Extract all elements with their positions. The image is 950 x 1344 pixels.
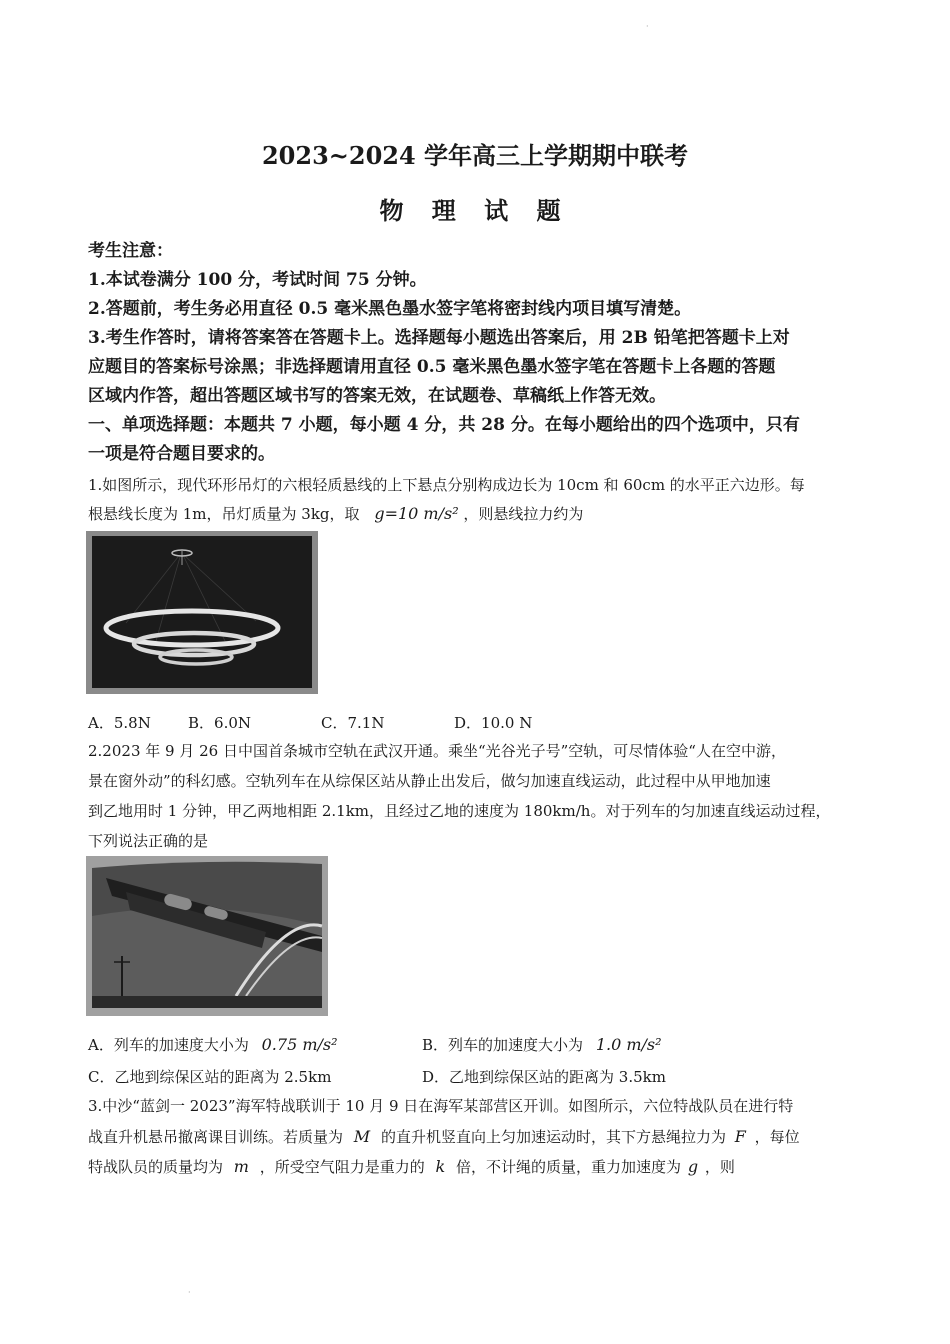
q3-stem-line-2-text-a: 战直升机悬吊撤离课目训练。若质量为	[88, 1128, 344, 1146]
q3-stem-line-2	[88, 1122, 888, 1152]
q2-option-b-text: B．列车的加速度大小为	[422, 1036, 584, 1054]
chandelier-image	[86, 531, 318, 694]
scan-mark-bottom: ·	[188, 1288, 191, 1297]
notice-item-1: 1.本试卷满分 100 分，考试时间 75 分钟。	[88, 270, 427, 290]
q2-option-d[interactable]: D．乙地到综保区站的距离为 3.5km	[422, 1068, 666, 1086]
notice-item-3-line-1: 3.考生作答时，请将答案答在答题卡上。选择题每小题选出答案后，用 2B 铅笔把答题卡上对	[88, 328, 790, 348]
sky-train-image	[86, 856, 328, 1016]
q3-symbol-M: M	[353, 1127, 371, 1146]
q1-stem-line-2	[88, 499, 888, 529]
q3-stem-line-3-text-d: ，则	[704, 1158, 735, 1176]
scan-mark-top: ·	[646, 22, 649, 31]
q2-stem-line-1: 2.2023 年 9 月 26 日中国首条城市空轨在武汉开通。乘坐“光谷光子号”空轨，可尽情体验“人在空中游，	[88, 742, 786, 760]
q1-stem-line-1: 1.如图所示，现代环形吊灯的六根轻质悬线的上下悬点分别构成边长为 10cm 和 60cm 的水平正六边形。每	[88, 476, 805, 494]
q2-option-a-text: A．列车的加速度大小为	[88, 1036, 249, 1054]
notice-item-2: 2.答题前，考生务必用直径 0.5 毫米黑色墨水签字笔将密封线内项目填写清楚。	[88, 299, 692, 319]
notice-heading: 考生注意：	[88, 241, 173, 261]
q1-options	[88, 710, 888, 736]
q2-option-b-value: 1.0 m/s²	[595, 1035, 662, 1054]
q3-stem-line-3-text-b: ，所受空气阻力是重力的	[259, 1158, 425, 1176]
sky-train-photo	[86, 856, 328, 1016]
section-1-heading-line-1: 一、单项选择题：本题共 7 小题，每小题 4 分，共 28 分。在每小题给出的四个选项中，只有	[88, 415, 800, 435]
subject-title: 物 理 试 题	[379, 196, 571, 225]
q3-stem-line-2-text-b: 的直升机竖直向上匀加速运动时，其下方悬绳拉力为	[380, 1128, 726, 1146]
q3-symbol-F: F	[734, 1127, 746, 1146]
q3-symbol-k: k	[435, 1157, 446, 1176]
q2-options-row-1	[88, 1032, 888, 1060]
q3-stem-line-3-text-c: 倍，不计绳的质量，重力加速度为	[456, 1158, 682, 1176]
q1-gravity-formula: g=10 m/s²	[374, 504, 459, 523]
q1-stem-line-2-end: ，则悬线拉力约为	[463, 505, 584, 523]
exam-title: 2023~2024 学年高三上学期期中联考	[261, 141, 689, 170]
q2-options-row-2	[88, 1064, 888, 1090]
q3-stem-line-3-text-a: 特战队员的质量均为	[88, 1158, 224, 1176]
notice-item-3-line-3: 区域内作答，超出答题区域书写的答案无效，在试题卷、草稿纸上作答无效。	[88, 386, 666, 406]
q3-symbol-g: g	[687, 1157, 699, 1176]
q2-stem-line-2: 景在窗外动”的科幻感。空轨列车在从综保区站从静止出发后，做匀加速直线运动，此过程中从甲地加速	[88, 772, 771, 790]
q3-stem-line-3	[88, 1152, 888, 1182]
q2-option-a[interactable]	[88, 1032, 338, 1058]
q2-option-a-value: 0.75 m/s²	[261, 1035, 338, 1054]
q1-option-a[interactable]: A．5.8N	[88, 714, 151, 732]
section-1-heading-line-2: 一项是符合题目要求的。	[88, 444, 275, 464]
q1-option-b[interactable]: B．6.0N	[188, 714, 252, 732]
q2-option-b[interactable]	[422, 1032, 662, 1058]
q3-stem-line-1: 3.中沙“蓝剑一 2023”海军特战联训于 10 月 9 日在海军某部营区开训。如图所示，六位特战队员在进行特	[88, 1097, 794, 1115]
q1-option-c[interactable]: C．7.1N	[321, 714, 385, 732]
q1-option-d[interactable]: D．10.0 N	[454, 714, 533, 732]
q2-stem-line-4: 下列说法正确的是	[88, 832, 209, 850]
q2-option-c[interactable]: C．乙地到综保区站的距离为 2.5km	[88, 1068, 332, 1086]
q2-stem-line-3: 到乙地用时 1 分钟，甲乙两地相距 2.1km，且经过乙地的速度为 180km/h。对于列车的匀加速直线运动过程，	[88, 802, 831, 820]
chandelier-photo	[86, 531, 318, 694]
q3-symbol-m: m	[233, 1157, 249, 1176]
notice-item-3-line-2: 应题目的答案标号涂黑；非选择题请用直径 0.5 毫米黑色墨水签字笔在答题卡上各题的答题	[88, 357, 776, 377]
q1-stem-line-2-text: 根悬线长度为 1m，吊灯质量为 3kg，取	[88, 505, 360, 523]
q3-stem-line-2-text-c: ，每位	[754, 1128, 800, 1146]
